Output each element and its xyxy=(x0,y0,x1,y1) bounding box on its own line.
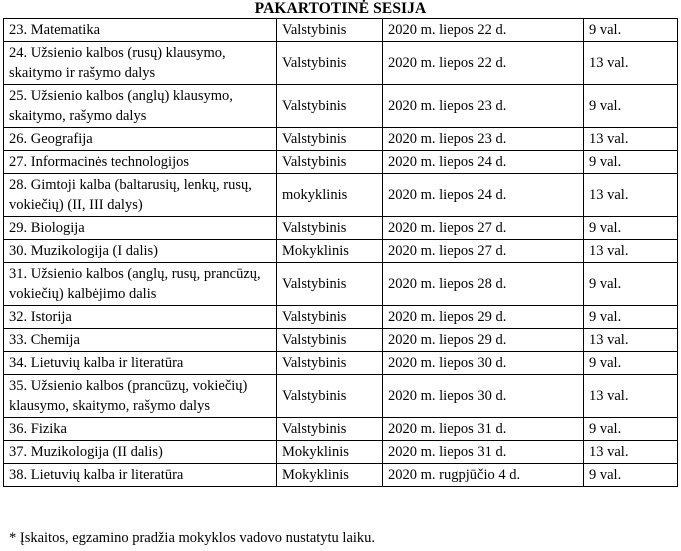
exam-subject-cell: 38. Lietuvių kalba ir literatūra xyxy=(4,464,277,487)
exam-time-cell: 13 val. xyxy=(584,329,678,352)
exam-subject-cell: 36. Fizika xyxy=(4,418,277,441)
exam-time-cell: 9 val. xyxy=(584,151,678,174)
exam-subject-cell: 32. Istorija xyxy=(4,306,277,329)
exam-subject-cell: 26. Geografija xyxy=(4,128,277,151)
exam-type-cell: Valstybinis xyxy=(277,418,383,441)
exam-time-cell: 13 val. xyxy=(584,174,678,217)
exam-date-cell: 2020 m. liepos 22 d. xyxy=(383,19,584,42)
exam-type-cell: Valstybinis xyxy=(277,375,383,418)
table-row xyxy=(4,263,678,306)
exam-type-cell: Valstybinis xyxy=(277,19,383,42)
exam-subject-cell: 31. Užsienio kalbos (anglų, rusų, prancūzų, vokiečių) kalbėjimo dalis xyxy=(4,263,277,306)
exam-type-cell: Valstybinis xyxy=(277,42,383,85)
exam-date-cell: 2020 m. liepos 31 d. xyxy=(383,418,584,441)
exam-time-cell: 9 val. xyxy=(584,19,678,42)
table-row xyxy=(4,240,678,263)
exam-subject-cell: 27. Informacinės technologijos xyxy=(4,151,277,174)
table-row xyxy=(4,42,678,85)
exam-subject-cell: 23. Matematika xyxy=(4,19,277,42)
exam-type-cell: Valstybinis xyxy=(277,151,383,174)
exam-date-cell: 2020 m. liepos 23 d. xyxy=(383,128,584,151)
exam-schedule-body xyxy=(4,19,678,487)
exam-subject-cell: 30. Muzikologija (I dalis) xyxy=(4,240,277,263)
exam-subject-cell: 25. Užsienio kalbos (anglų) klausymo, skaitymo, rašymo dalys xyxy=(4,85,277,128)
table-row xyxy=(4,151,678,174)
exam-date-cell: 2020 m. liepos 30 d. xyxy=(383,352,584,375)
exam-subject-cell: 34. Lietuvių kalba ir literatūra xyxy=(4,352,277,375)
exam-date-cell: 2020 m. rugpjūčio 4 d. xyxy=(383,464,584,487)
exam-date-cell: 2020 m. liepos 31 d. xyxy=(383,441,584,464)
exam-subject-cell: 28. Gimtoji kalba (baltarusių, lenkų, rusų, vokiečių) (II, III dalys) xyxy=(4,174,277,217)
exam-type-cell: Mokyklinis xyxy=(277,240,383,263)
table-row xyxy=(4,306,678,329)
table-row xyxy=(4,418,678,441)
exam-time-cell: 13 val. xyxy=(584,441,678,464)
exam-time-cell: 9 val. xyxy=(584,306,678,329)
exam-date-cell: 2020 m. liepos 23 d. xyxy=(383,85,584,128)
exam-date-cell: 2020 m. liepos 29 d. xyxy=(383,329,584,352)
exam-subject-cell: 37. Muzikologija (II dalis) xyxy=(4,441,277,464)
exam-schedule-table xyxy=(3,18,678,487)
exam-date-cell: 2020 m. liepos 27 d. xyxy=(383,240,584,263)
exam-date-cell: 2020 m. liepos 22 d. xyxy=(383,42,584,85)
exam-date-cell: 2020 m. liepos 24 d. xyxy=(383,174,584,217)
table-row xyxy=(4,375,678,418)
table-row xyxy=(4,19,678,42)
footnote: * Įskaitos, egzamino pradžia mokyklos vadovo nustatytu laiku. xyxy=(9,530,376,546)
exam-subject-cell: 29. Biologija xyxy=(4,217,277,240)
exam-date-cell: 2020 m. liepos 28 d. xyxy=(383,263,584,306)
exam-date-cell: 2020 m. liepos 30 d. xyxy=(383,375,584,418)
exam-time-cell: 9 val. xyxy=(584,418,678,441)
table-row xyxy=(4,85,678,128)
exam-date-cell: 2020 m. liepos 29 d. xyxy=(383,306,584,329)
table-row xyxy=(4,441,678,464)
table-row xyxy=(4,464,678,487)
exam-type-cell: Valstybinis xyxy=(277,85,383,128)
exam-type-cell: Valstybinis xyxy=(277,329,383,352)
exam-type-cell: Valstybinis xyxy=(277,352,383,375)
exam-type-cell: Valstybinis xyxy=(277,306,383,329)
exam-time-cell: 13 val. xyxy=(584,375,678,418)
exam-date-cell: 2020 m. liepos 27 d. xyxy=(383,217,584,240)
exam-type-cell: Mokyklinis xyxy=(277,441,383,464)
session-title: PAKARTOTINĖ SESIJA xyxy=(254,0,427,17)
table-row xyxy=(4,174,678,217)
exam-subject-cell: 35. Užsienio kalbos (prancūzų, vokiečių) klausymo, skaitymo, rašymo dalys xyxy=(4,375,277,418)
table-row xyxy=(4,217,678,240)
exam-time-cell: 9 val. xyxy=(584,85,678,128)
table-row xyxy=(4,352,678,375)
exam-date-cell: 2020 m. liepos 24 d. xyxy=(383,151,584,174)
exam-type-cell: Valstybinis xyxy=(277,128,383,151)
exam-time-cell: 13 val. xyxy=(584,42,678,85)
exam-type-cell: Mokyklinis xyxy=(277,464,383,487)
exam-time-cell: 13 val. xyxy=(584,128,678,151)
table-row xyxy=(4,128,678,151)
exam-time-cell: 9 val. xyxy=(584,464,678,487)
exam-subject-cell: 33. Chemija xyxy=(4,329,277,352)
exam-time-cell: 9 val. xyxy=(584,263,678,306)
exam-type-cell: Valstybinis xyxy=(277,217,383,240)
exam-time-cell: 9 val. xyxy=(584,352,678,375)
exam-type-cell: mokyklinis xyxy=(277,174,383,217)
table-row xyxy=(4,329,678,352)
exam-subject-cell: 24. Užsienio kalbos (rusų) klausymo, skaitymo ir rašymo dalys xyxy=(4,42,277,85)
exam-time-cell: 9 val. xyxy=(584,217,678,240)
exam-type-cell: Valstybinis xyxy=(277,263,383,306)
exam-time-cell: 13 val. xyxy=(584,240,678,263)
